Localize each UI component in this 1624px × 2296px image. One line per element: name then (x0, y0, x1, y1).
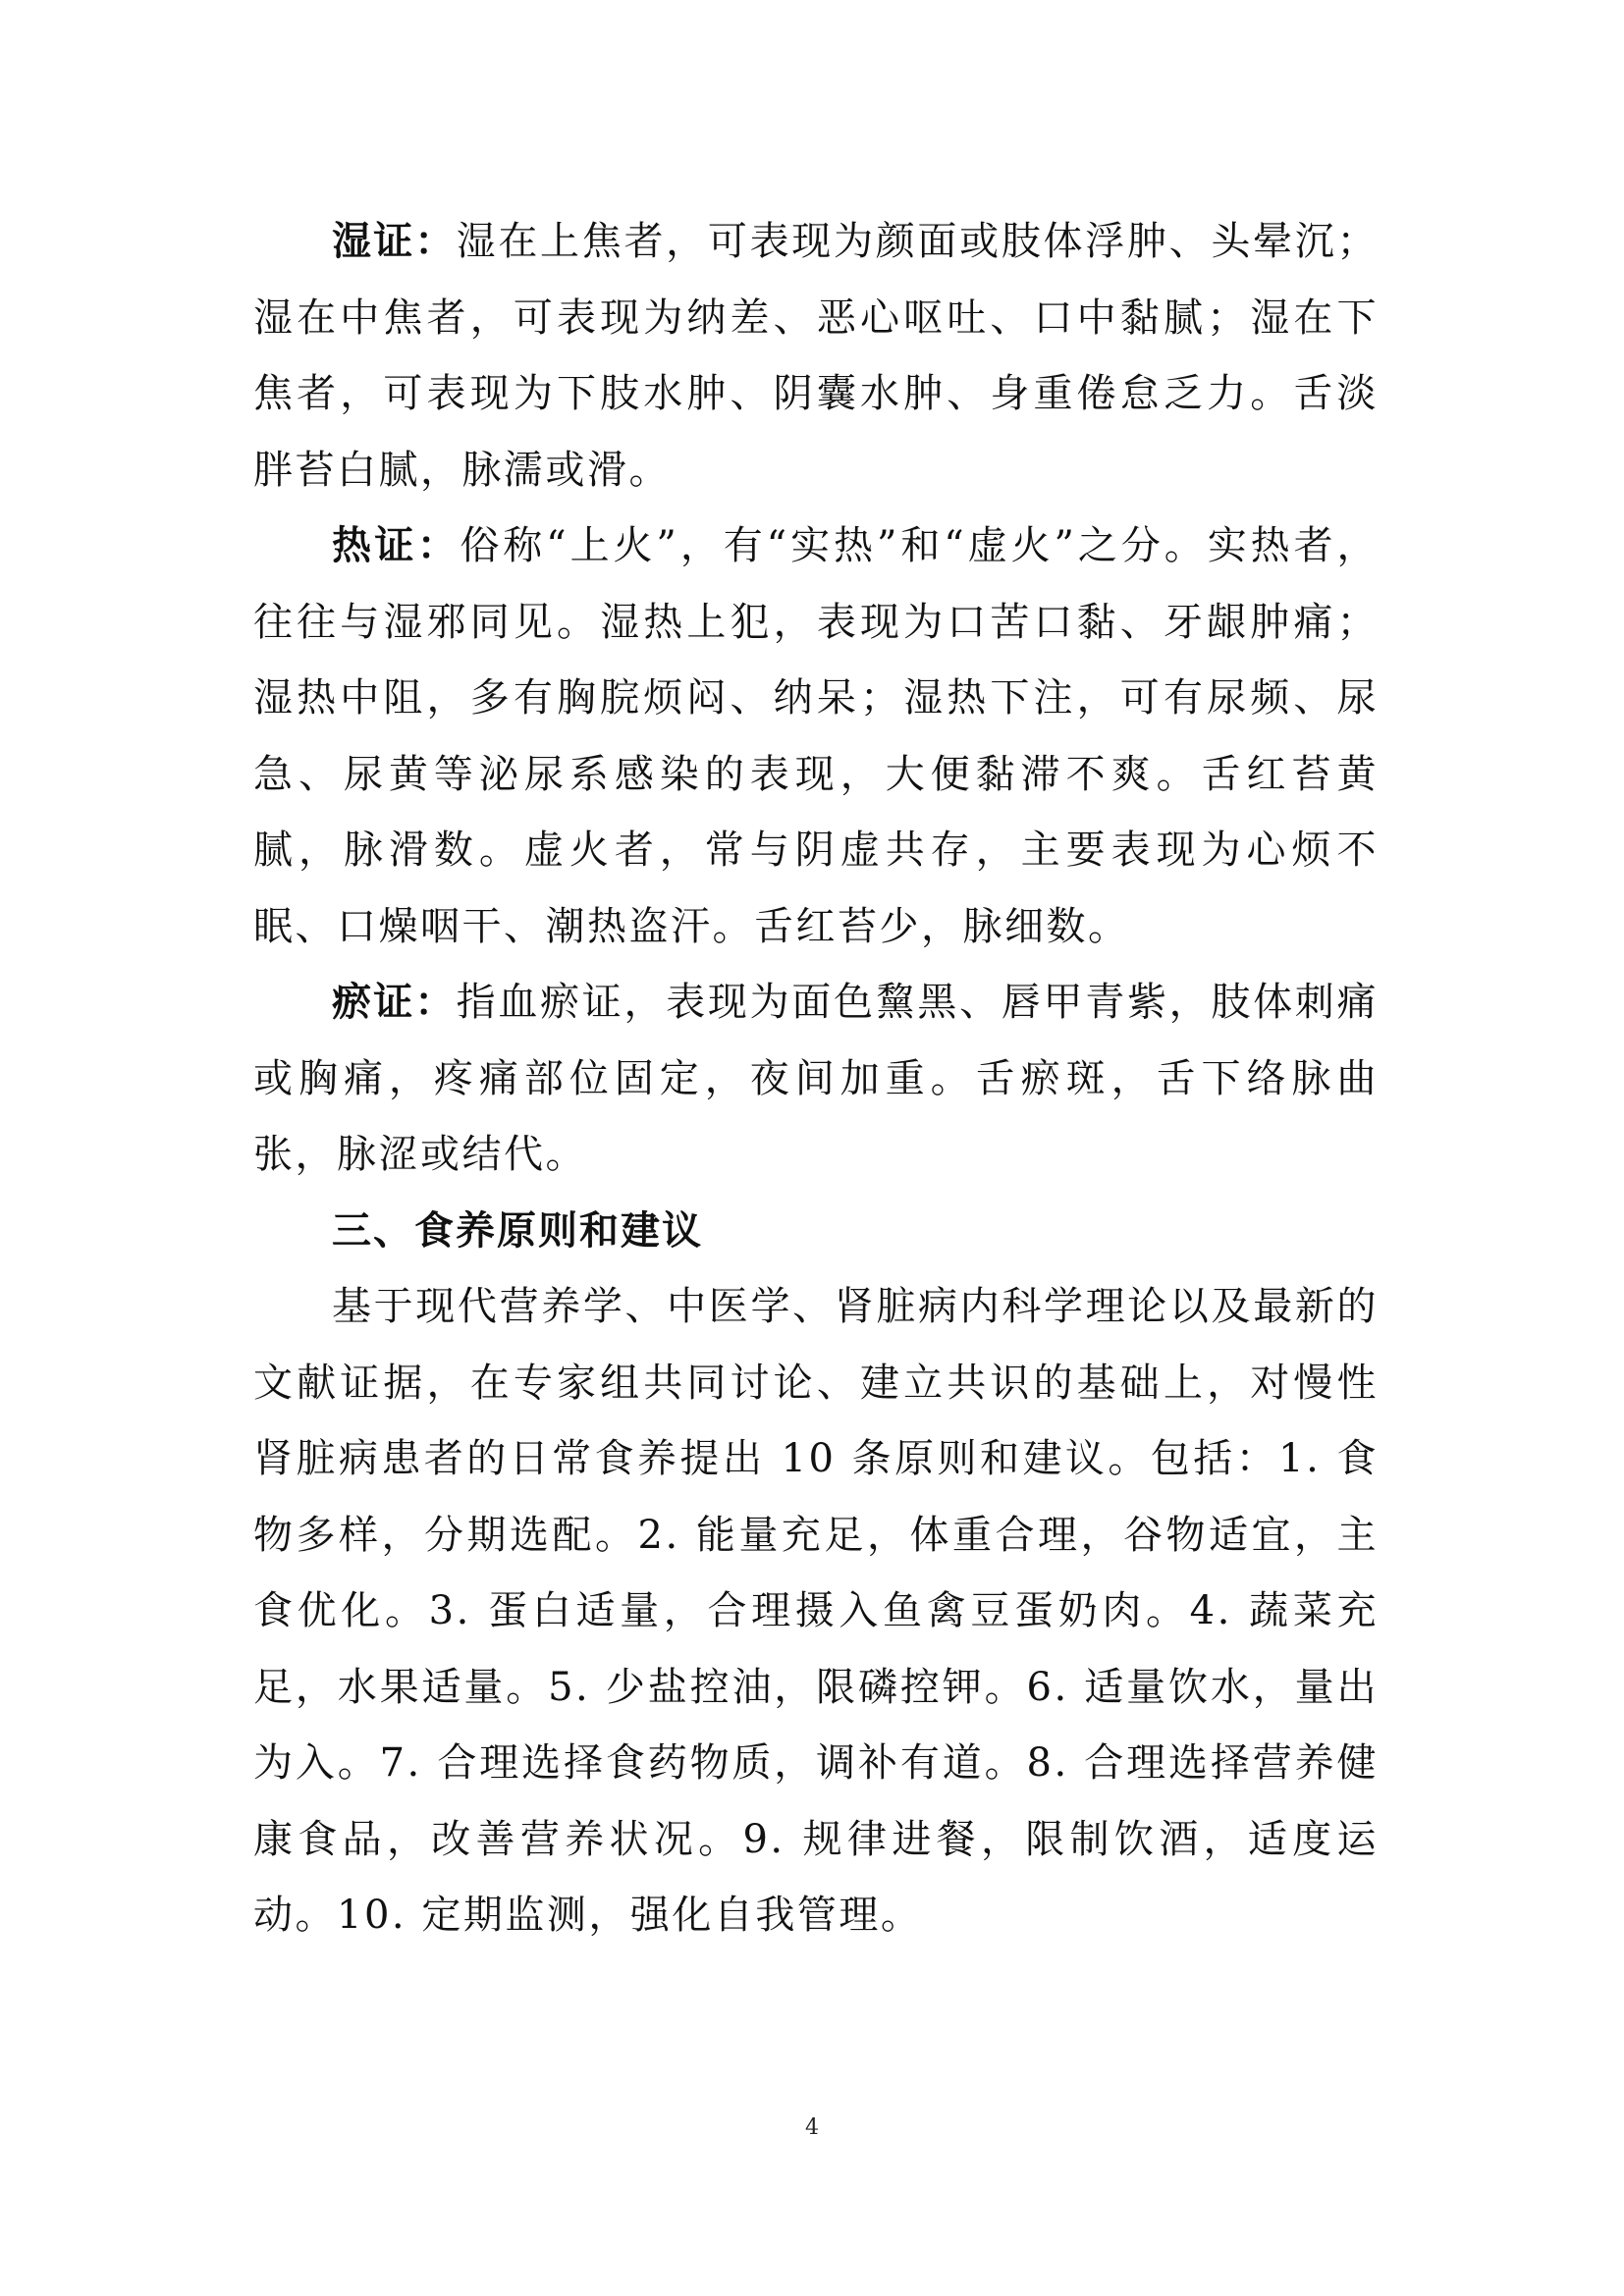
text-damp-syndrome: 湿在上焦者，可表现为颜面或肢体浮肿、头晕沉；湿在中焦者，可表现为纳差、恶心呕吐、口中黏腻；湿在下焦者，可表现为下肢水肿、阴囊水肿、身重倦怠乏力。舌淡胖苔白腻，脉濡或滑。 (253, 219, 1379, 493)
paragraph-damp-syndrome (253, 204, 1379, 508)
term-stasis-syndrome: 瘀证： (332, 980, 457, 1025)
text-stasis-syndrome: 指血瘀证，表现为面色黧黑、唇甲青紫，肢体刺痛或胸痛，疼痛部位固定，夜间加重。舌瘀斑，舌下络脉曲张，脉涩或结代。 (253, 980, 1379, 1177)
paragraph-stasis-syndrome (253, 965, 1379, 1194)
text-heat-syndrome: 俗称“上火”，有“实热”和“虚火”之分。实热者，往往与湿邪同见。湿热上犯，表现为口苦口黏、牙龈肿痛；湿热中阻，多有胸脘烦闷、纳呆；湿热下注，可有尿频、尿急、尿黄等泌尿系感染的表现，大便黏滞不爽。舌红苔黄腻，脉滑数。虚火者，常与阴虚共存，主要表现为心烦不眠、口燥咽干、潮热盗汗。舌红苔少，脉细数。 (253, 523, 1380, 949)
term-heat-syndrome: 热证： (332, 523, 460, 568)
section-heading: 三、食养原则和建议 (332, 1207, 703, 1254)
page-content (253, 204, 1379, 1954)
page-number: 4 (805, 2115, 819, 2140)
term-damp-syndrome: 湿证： (332, 219, 457, 264)
paragraph-principles: 基于现代营养学、中医学、肾脏病内科学理论以及最新的文献证据，在专家组共同讨论、建立共识的基础上，对慢性肾脏病患者的日常食养提出 10 条原则和建议。包括：1. 食物多样，分期选配。2. 能量充足，体重合理，谷物适宜，主食优化。3. 蛋白适量，合理摄入鱼禽豆蛋奶肉。4. 蔬菜充足，水果适量。5. 少盐控油，限磷控钾。6. 适量饮水，量出为入。7. 合理选择食药物质，调补有道。8. 合理选择营养健康食品，改善营养状况。9. 规律进餐，限制饮酒，适度运动。10. 定期监测，强化自我管理。 (253, 1284, 1379, 1938)
paragraph-heat-syndrome (253, 508, 1379, 965)
